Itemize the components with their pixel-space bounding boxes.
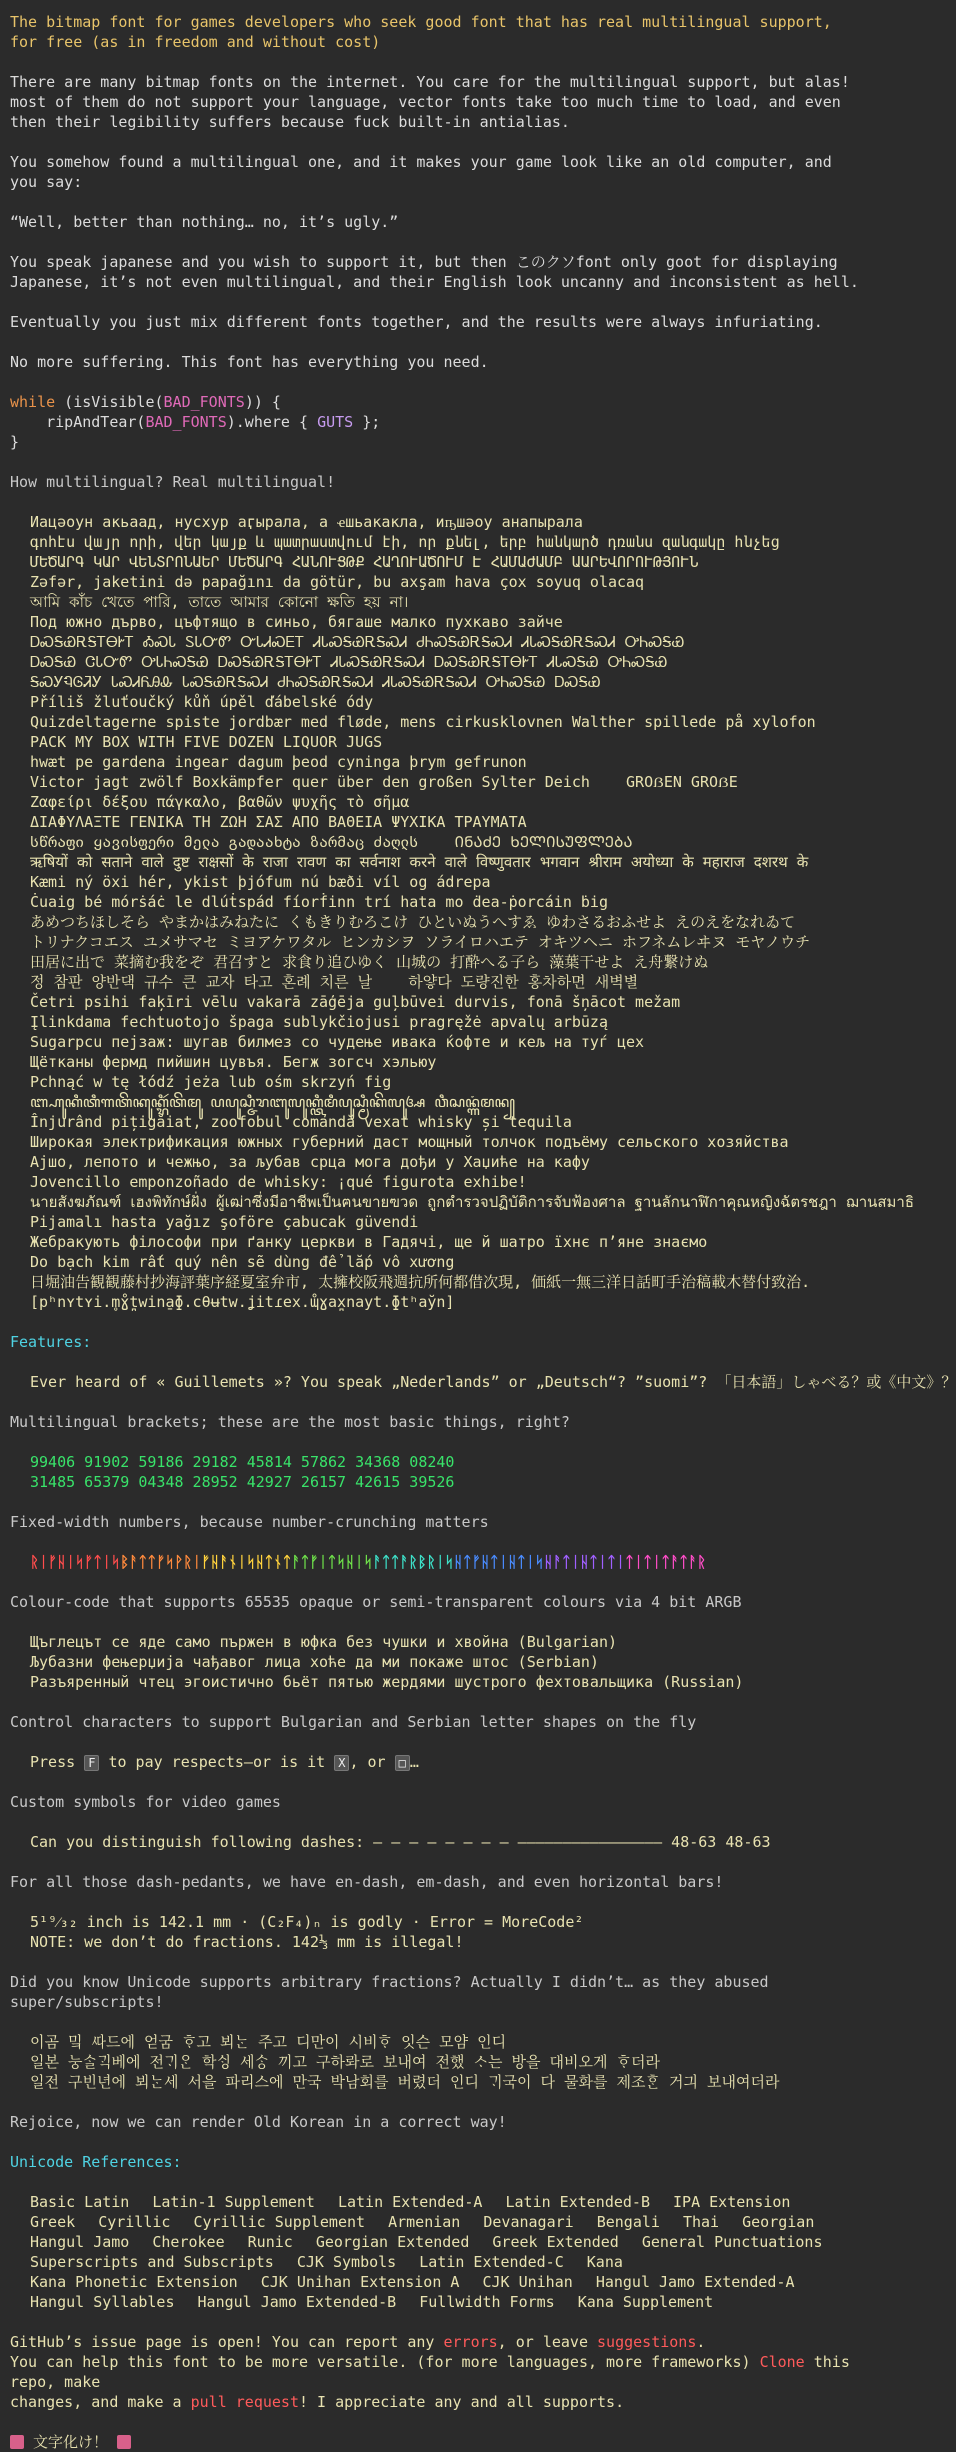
sample-line: 日堀油告観観藤村抄海評葉序経夏室弁市, 太擁校阪飛週抗所何都借次現, 価紙一無三洋日話町手治稿載木替付致治. (30, 1273, 811, 1291)
key-x-icon: X (334, 1755, 349, 1771)
reference-item: Bengali (596, 2213, 660, 2231)
reference-item: IPA Extension (673, 2193, 791, 2211)
sample-line: ᎠᏍᎦᏯ ᏣᏓᏅᏛ ᎤᏓᏂᏍᎦᏯ ᎠᏍᎦᏯᎡᎦᎢᎾᎨᎢ ᏗᏓᏍᎦᏯᎡᎦᏍᏗ ᎠᏍᎦᏯᎡᎦᎢᎾᎨᎢ ᏗᏓᏍᎦᏯ ᎤᏂᏍᎦᏯ (30, 653, 668, 671)
code-text: (isVisible( (55, 393, 164, 411)
sample-line: 일본 눙ᄉᆞᆯᄀᆡᆨ베에 전ᄀᆡᄋᆞᆫ 학ᄉᆡᆼ 세ᄉᆞᆼ 끼고 구하롸로 보내여 전했 ᄉᆞ는 방을 대비오게 ᄒᆞ더라 (30, 2053, 661, 2071)
sample-line: Щъглецът се яде само пържен в юфка без чушки и хвойна (Bulgarian) (30, 1633, 617, 1651)
dashes-caption: For all those dash-pedants, we have en-dash, em-dash, and even horizontal bars! (10, 1873, 724, 1891)
intro-quote: “Well, better than nothing… no, it’s ugly.” (10, 213, 399, 231)
footer (10, 2332, 864, 2452)
dashes-line: Can you distinguish following dashes: ‒ ‒ ‒ ‒ ‒ ‒ ‒ ‒ ———————————————— 48-63 48-63 (30, 1833, 771, 1851)
sample-line: სწრაფი ყავისფერი მელა გადაახტა ზარმაც ძაღლს ᲘᲜᲐᲫᲔ ᲮᲔᲚᲘᲡᲣᲤᲚᲔᲑᲐ (30, 833, 633, 851)
tofu-box-icon (117, 2435, 131, 2449)
reference-item: Thai (682, 2213, 720, 2231)
sample-line: Широкая электрификация южных губерний даст мощный толчок подъёму сельского хозяйства (30, 1133, 789, 1151)
sample-line: Разъяренный чтец эгоистично бьёт пятью жердями шустрого фехтовальщика (Russian) (30, 1673, 744, 1691)
pull-request-link[interactable]: pull request (190, 2393, 299, 2411)
rainbow-line: ᚱᛁᚠᚺᛁᛋᚠᛏᛁᛋᛒᚨᛏᛏᚠᛋᚹᚱᛁᚠᚺᚨᚾᛁᛋᚺᛏᚾᛏᚨᛏᚠᛁᛏᛋᚺᛁᛋᚨᛏᛏᚨᚱᛒᚱᛁᛋᚺᛏᚠᚺᛏᛁᚺᛏᛁᛋᚺᚨᛏᛁᚺᛏᛁᛏᛁᛏᛁᛏᛁᛏᚨᛏᚨᚱ (30, 1553, 707, 1571)
features-heading: Features: (10, 1333, 92, 1351)
old-korean-sample (10, 2032, 864, 2092)
const-bad-fonts: BAD_FONTS (163, 393, 245, 411)
footer-text: changes, and make a (10, 2393, 191, 2411)
footer-text: this repo, make (10, 2353, 850, 2391)
reference-item: Hangul Jamo Extended-A (595, 2273, 795, 2291)
reference-item: General Punctuations (641, 2233, 823, 2251)
sample-line: ꦧ꧀ꦲꦸꦏꦶꦠꦶꦒꦠꦼꦏꦸꦏ꧀ꦫꦶꦂꦠꦼꦩꦸ ꦥꦥꦸꦱ꧀ꦗꦶꦫꦧꦸꦭꦸꦏ꧀ꦠꦶꦩꦶꦥꦸꦱ꧀ꦩꦶꦏꦼꦭꦸꦄ ꦮꦶꦱꦤ꧀ꦒꦁꦩꦤ꧀ (30, 1093, 516, 1111)
reference-item: Basic Latin (30, 2193, 130, 2211)
reference-item: Hangul Jamo Extended-B (197, 2293, 397, 2311)
intro (10, 12, 864, 372)
sample-line: Įlinkdama fechtuotojo špaga sublykčiojusi pragręžė apvalų arbūzą (30, 1013, 608, 1031)
press-text: to pay respects—or is it (99, 1753, 335, 1771)
brackets-caption: Multilingual brackets; these are the most basic things, right? (10, 1413, 570, 1431)
morecode-line: 5¹⁹⁄₃₂ inch is 142.1 mm · (C₂F₄)ₙ is godly · Error = MoreCode² (30, 1913, 584, 1931)
sample-line: นายสังฆภัณฑ์ เฮงพิทักษ์ฝั่ง ผู้เฒ่าซึ่งมีอาชีพเป็นฅนขายฃวด ถูกตำรวจปฏิบัติการจับฟ้องศาล ฐานลักนาฬิกาคุณหญิงฉัตรชฎา ฌานสมาธิ (30, 1193, 914, 1211)
reference-item: Superscripts and Subscripts (30, 2253, 274, 2271)
errors-link[interactable]: errors (443, 2333, 498, 2351)
sample-line: 정 참판 양반댁 규수 큰 교자 타고 혼례 치른 날 하얗다 도량진한 홍차하면 새벽별 (30, 973, 639, 991)
reference-item: Fullwidth Forms (419, 2293, 555, 2311)
sample-line: Щётканы фермд пийшин цувъя. Бегж зогсч хэльюу (30, 1053, 437, 1071)
reference-item: Cyrillic Supplement (193, 2213, 366, 2231)
key-square-icon: □ (395, 1755, 410, 1771)
sample-line: ᎠᏍᎦᏯᎡᎦᎢᎾᎨᎢ ᎣᏍᏓ ᏚᏓᏅᏛ ᏅᏓᏗᏍᎬᎢ ᏗᏓᏍᎦᏯᎡᎦᏍᏗ ᏧᏂᏍᎦᏯᎡᎦᏍᏗ ᏗᏓᏍᎦᏯᎡᎦᏍᏗ ᎤᏂᏍᎦᏯ (30, 633, 685, 651)
sample-line: Ζαφείρι δέξου πάγκαλο, βαθῶν ψυχῆς τὸ σῆμα (30, 793, 410, 811)
sample-line: Ајшо, лепото и чежњо, за љубав срца мога дођи у Хаџиће на кафу (30, 1153, 590, 1171)
press-text: , or (349, 1753, 395, 1771)
footer-text: . (696, 2333, 706, 2351)
reference-item: Greek Extended (492, 2233, 619, 2251)
sample-line: 일전 구빈년에 뵈ᄂᆞᆫ세 서을 파리스에 만국 박남회를 버렸더 인디 ᄀᆡ국이 다 물화를 제조ᄒᆞᆫ 거긔 보내여더라 (30, 2073, 780, 2091)
reference-item: Runic (247, 2233, 293, 2251)
footer-text: ! I appreciate any and all supports. (299, 2393, 625, 2411)
reference-item: Hangul Syllables (30, 2293, 175, 2311)
code-text: ).where { (226, 413, 318, 431)
intro-para-2: You somehow found a multilingual one, and it makes your game look like an old computer, and you say: (10, 153, 841, 191)
intro-para-6: No more suffering. This font has everything you need. (10, 353, 489, 371)
footer-text: GitHub’s issue page is open! You can report any (10, 2333, 444, 2351)
sample-line: Înjurând pițigăiat, zoofobul comandă vexat whisky și tequila (30, 1113, 572, 1131)
sample-line: Četri psihi faķīri vēlu vakarā zāģēja guļbūvei durvis, fonā šņācot mežam (30, 993, 681, 1011)
sample-line: Жебракують філософи при ґанку церкви в Гадячі, ще й шатро їхнє п’яне знаємо (30, 1233, 708, 1251)
mojibake-text: 文字化け！ (24, 2433, 118, 2451)
reference-item: Hangul Jamo (30, 2233, 130, 2251)
reference-item: Kana Supplement (577, 2293, 714, 2311)
press-sample (10, 1752, 864, 1772)
press-text: Press (30, 1753, 85, 1771)
page-title: The bitmap font for games developers who seek good font that has real multilingual support, for free (as in freedom and without cost) (10, 13, 832, 51)
keyword-while: while (10, 393, 56, 411)
code-text: )) { (244, 393, 281, 411)
morecode-sample (10, 1912, 864, 1952)
sample-line: Sugarpcu пејзаж: шугав билмез со чудење ивака ќофте и кељ на туѓ цех (30, 1033, 645, 1051)
multilingual-samples (10, 512, 914, 1312)
sample-line: Иацәоун акьаад, нусхур аӷырала, а ҽшьакакла, иҧшәоу анапырала (30, 513, 583, 531)
sample-line: Kæmi ný öxi hér, ykist þjófum nú bæði víl og ádrepa (30, 873, 491, 891)
code-snippet (10, 392, 864, 452)
control-caption: Control characters to support Bulgarian and Serbian letter shapes on the fly (10, 1713, 697, 1731)
sample-line: [pʰnʏtʏi.m̥ɣ̊t̪wina̱ɸ.cθʉtw.ʝitɾex.ɰ̊ɣax̪nayt.ɸtʰay̆n] (30, 1293, 455, 1311)
sample-line: Pchnąć w tę łódź jeża lub ośm skrzyń fig (30, 1073, 392, 1091)
dashes-sample (10, 1832, 864, 1852)
korean-caption: Rejoice, now we can render Old Korean in a correct way! (10, 2113, 507, 2131)
const-bad-fonts: BAD_FONTS (145, 413, 227, 431)
symbols-caption: Custom symbols for video games (10, 1793, 281, 1811)
press-text: … (409, 1753, 419, 1771)
sample-line: 이곰 밐 ᄯᅡ드에 얻굼 ᄒᆞ고 뵈ᄂᆞᆫ 주고 디만이 시비ᄒᆞ 잇슨 모얌 인디 (30, 2033, 507, 2051)
numbers-caption: Fixed-width numbers, because number-crunching matters (10, 1513, 489, 1531)
sample-line: ՄԵԾԱՐԳ ԿԱՐ ՎԵՆՏՐՈՆԱԵՐ ՄԵԾԱՐԳ ՀԱՆՈՒՑԹՔ ՀԱՂՈՒԱԾՈՒՄ Է ՀԱՄԱԺԱՄԲ ԱԱՐԵՎՈՐՈՒԹՅՈՒՆ (30, 553, 699, 571)
intro-para-1: There are many bitmap fonts on the internet. You care for the multilingual support, but alas! most of them do not support your language, vector fonts take too much time to load, and even then their legibility suffers because fuck built-in antialias. (10, 73, 850, 131)
sample-line: Do bạch kim rất quý nên sẽ dùng để lắp vô xương (30, 1253, 455, 1271)
morecode-line: NOTE: we don’t do fractions. 142⅓ mm is illegal! (30, 1933, 464, 1951)
sample-line: գոհէս վայր որի, վեր կայք և պատրաստվում էի, որ քնել, երբ հանկարծ դռանս զանգակը հնչեց (30, 533, 780, 551)
reference-item: Greek (30, 2213, 76, 2231)
sample-line: Zəfər, jaketini də papağını da götür, bu axşam hava çox soyuq olacaq (30, 573, 645, 591)
guillemets-sample (10, 1372, 956, 1392)
reference-item: Armenian (388, 2213, 461, 2231)
sample-line: Pijamalı hasta yağız şoföre çabucak güvendi (30, 1213, 419, 1231)
reference-item: Georgian Extended (315, 2233, 470, 2251)
colour-caption: Colour-code that supports 65535 opaque or semi-transparent colours via 4 bit ARGB (10, 1593, 742, 1611)
reference-item: Kana (586, 2253, 623, 2271)
sample-line: ΔΙΑΦΥΛΑΞΤΕ ΓΕΝΙΚΑ ΤΗ ΖΩΗ ΣΑΣ ΑΠΟ ΒΑΘΕΙΑ ΨΥΧΙΚΑ ΤΡΑΥΜΑΤΑ (30, 813, 527, 831)
multilingual-heading: How multilingual? Real multilingual! (10, 473, 336, 491)
fractions-caption: Did you know Unicode supports arbitrary fractions? Actually I didn’t… as they abused super/subscripts! (10, 1973, 769, 2011)
code-text: } (10, 433, 20, 451)
reference-item: Latin Extended-C (419, 2253, 564, 2271)
sample-line: トリナクコエス ユメサマセ ミヨアケワタル ヒンカシヲ ソライロハエテ オキツヘニ ホフネムレヰヌ モヤノウチ (30, 933, 811, 951)
sample-line: hwæt pe gardena ingear dagum þeod cyninga þrym gefrunon (30, 753, 527, 771)
intro-para-4: You speak japanese and you wish to support it, but then このクソfont only goot for displaying Japanese, it’s not even multilingual, and their English look uncanny and inconsistent as hell. (10, 253, 859, 291)
numbers-line: 31485 65379 04348 28952 42927 26157 42615 39526 (30, 1473, 455, 1491)
reference-item: Georgian (742, 2213, 815, 2231)
suggestions-link[interactable]: suggestions (597, 2333, 697, 2351)
sample-line: Jovencillo emponzoñado de whisky: ¡qué figurota exhibe! (30, 1173, 527, 1191)
sample-line: আমি কাঁচ খেতে পারি, তাতে আমার কোনো ক্ষতি হয় না। (30, 593, 409, 611)
reference-item: Cyrillic (98, 2213, 171, 2231)
reference-item: Cherokee (152, 2233, 225, 2251)
const-guts: GUTS (317, 413, 354, 431)
tofu-box-icon (10, 2435, 24, 2449)
guillemets-line: Ever heard of « Guillemets »? You speak „Nederlands” or „Deutsch“? ”suomi”? 「日本語」しゃべる？或《中文》？ (30, 1373, 956, 1391)
reference-item: Latin-1 Supplement (152, 2193, 315, 2211)
reference-item: Latin Extended-B (505, 2193, 650, 2211)
references-list (10, 2192, 864, 2312)
sample-line: Příliš žluťoučký kůň úpěl ďábelské ódy (30, 693, 374, 711)
sample-line: PACK MY BOX WITH FIVE DOZEN LIQUOR JUGS (30, 733, 383, 751)
code-text: ripAndTear( (10, 413, 146, 431)
sample-line: ᎦᏍᎩᏄᎶᏘᎩ ᏓᏍᏗᏲᎯᎲ ᏓᏍᎦᏯᎡᎦᏍᏗ ᏧᏂᏍᎦᏯᎡᎦᏍᏗ ᏗᏓᏍᎦᏯᎡᎦᏍᏗ ᎤᏂᏍᎦᏯ ᎠᏍᎦᏯ (30, 673, 601, 691)
reference-item: CJK Symbols (296, 2253, 397, 2271)
footer-text: , or leave (497, 2333, 598, 2351)
sample-line: ऋषियों को सताने वाले दुष्ट राक्षसों के राजा रावण का सर्वनाश करने वाले विष्णुवतार भगवान श्रीराम अयोध्या के महाराज दशरथ के (30, 853, 809, 871)
references-heading: Unicode References: (10, 2153, 182, 2171)
sample-line: あめつちほしそら やまかはみねたに くもきりむろこけ ひといぬうへすゑ ゆわさるおふせよ えのえをなれゐて (30, 913, 796, 931)
sample-line: Victor jagt zwölf Boxkämpfer quer über den großen Sylter Deich GROẞEN GROẞE (30, 773, 738, 791)
reference-item: CJK Unihan Extension A (260, 2273, 460, 2291)
sample-line: Quizdeltagerne spiste jordbær med fløde, mens cirkusklovnen Walther spillede på xylofon (30, 713, 816, 731)
reference-item: Latin Extended-A (337, 2193, 483, 2211)
reference-item: Devanagari (483, 2213, 574, 2231)
reference-item: CJK Unihan (482, 2273, 573, 2291)
intro-para-5: Eventually you just mix different fonts together, and the results were always infuriating. (10, 313, 823, 331)
sample-line: Љубазни фењерџија чађавог лица хоће да ми покаже штос (Serbian) (30, 1653, 599, 1671)
sample-line: Под южно дърво, цъфтящо в синьо, бягаше малко пухкаво зайче (30, 613, 563, 631)
sample-line: Ċuaig bé mórṡáċ le dlúṫspád fíorḟinn trí hata mo ḋea-ṗorcáin ḃig (30, 893, 608, 911)
sample-line: 田居に出で 菜摘む我をぞ 君召すと 求食り追ひゆく 山城の 打酔へる子ら 藻葉干せよ え舟繋けぬ (30, 953, 709, 971)
numbers-sample (10, 1452, 864, 1492)
footer-text: You can help this font to be more versatile. (for more languages, more frameworks) (10, 2353, 760, 2371)
rainbow-sample (10, 1552, 864, 1572)
reference-item: Kana Phonetic Extension (30, 2273, 238, 2291)
clone-link[interactable]: Clone (759, 2353, 805, 2371)
key-f-icon: F (84, 1755, 99, 1771)
numbers-line: 99406 91902 59186 29182 45814 57862 34368 08240 (30, 1453, 455, 1471)
code-text: }; (353, 413, 381, 431)
cyrillic-variants-sample (10, 1632, 864, 1692)
